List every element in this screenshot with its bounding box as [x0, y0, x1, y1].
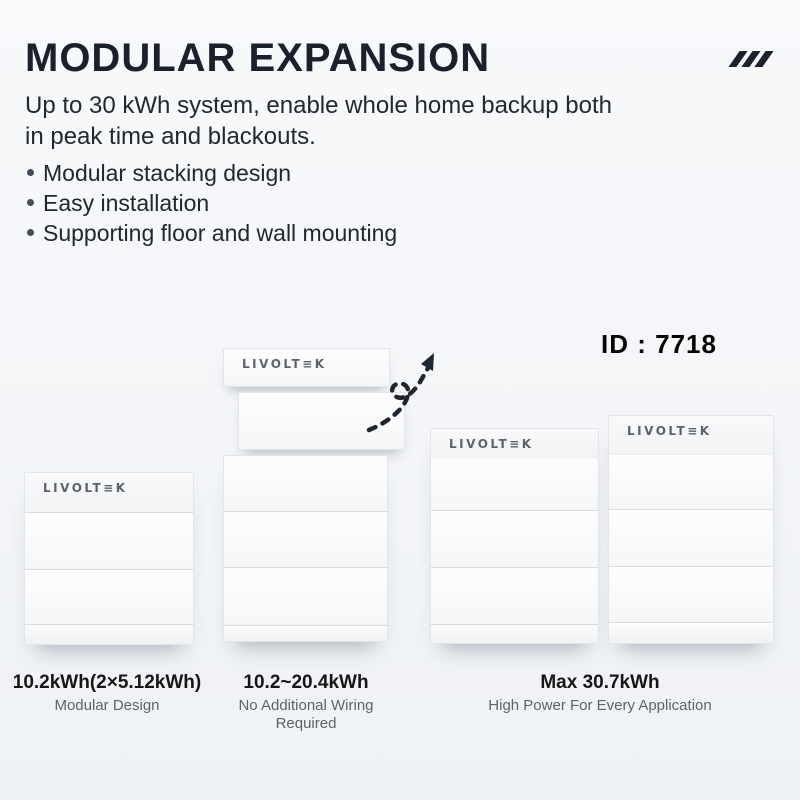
bullet-text: Supporting floor and wall mounting [43, 220, 398, 246]
battery-stack-1 [24, 472, 194, 645]
bullet-dot-icon [27, 229, 34, 236]
battery-module [25, 512, 193, 569]
caption-title: 10.2kWh(2×5.12kWh) [12, 672, 202, 693]
stack-top-cover [25, 473, 193, 512]
stack-top-cover [609, 416, 773, 454]
battery-stack-3 [430, 428, 599, 644]
battery-module [431, 457, 598, 510]
battery-module [609, 566, 773, 622]
battery-module [224, 567, 387, 625]
stack-base [431, 624, 598, 643]
feature-bullet-list [27, 160, 397, 250]
battery-module [431, 567, 598, 624]
subtitle-line-2: in peak time and blackouts. [25, 123, 316, 150]
caption-no-additional-wiring [206, 672, 406, 733]
stack-top-cover [431, 429, 598, 457]
bullet-dot-icon [27, 169, 34, 176]
battery-stack-4 [608, 415, 774, 644]
stack-base [609, 622, 773, 643]
stack-base [25, 624, 193, 644]
subtitle-line-1: Up to 30 kWh system, enable whole home backup both [25, 92, 612, 119]
caption-title: Max 30.7kWh [540, 672, 660, 693]
caption-high-power [475, 672, 725, 715]
subtitle [25, 90, 612, 152]
caption-subtitle: No Additional Wiring Required [238, 697, 374, 732]
bullet-text: Modular stacking design [43, 160, 292, 186]
caption-subtitle: High Power For Every Application [488, 697, 712, 714]
caption-title: 10.2~20.4kWh [243, 672, 369, 693]
battery-module [224, 456, 387, 511]
livoltek-logo: LIVOLT≡K [627, 424, 712, 438]
battery-stack-2 [223, 455, 388, 642]
bullet-item [27, 160, 397, 190]
battery-module [609, 509, 773, 566]
livoltek-logo: LIVOLT≡K [449, 437, 534, 451]
triple-slash-icon [734, 51, 768, 67]
bullet-item [27, 220, 397, 250]
battery-module [25, 569, 193, 624]
livoltek-logo: LIVOLT≡K [43, 481, 128, 495]
dashed-curved-arrow-icon [357, 340, 457, 440]
page-title: MODULAR EXPANSION [25, 36, 491, 80]
battery-module [431, 510, 598, 567]
caption-modular-design [7, 672, 207, 715]
bullet-dot-icon [27, 199, 34, 206]
caption-subtitle: Modular Design [54, 697, 160, 714]
stack-base [224, 625, 387, 641]
battery-module [609, 454, 773, 509]
bullet-text: Easy installation [43, 190, 210, 216]
battery-module [224, 511, 387, 567]
product-id-label: ID : 7718 [601, 329, 717, 359]
livoltek-logo: LIVOLT≡K [242, 357, 327, 371]
bullet-item [27, 190, 397, 220]
